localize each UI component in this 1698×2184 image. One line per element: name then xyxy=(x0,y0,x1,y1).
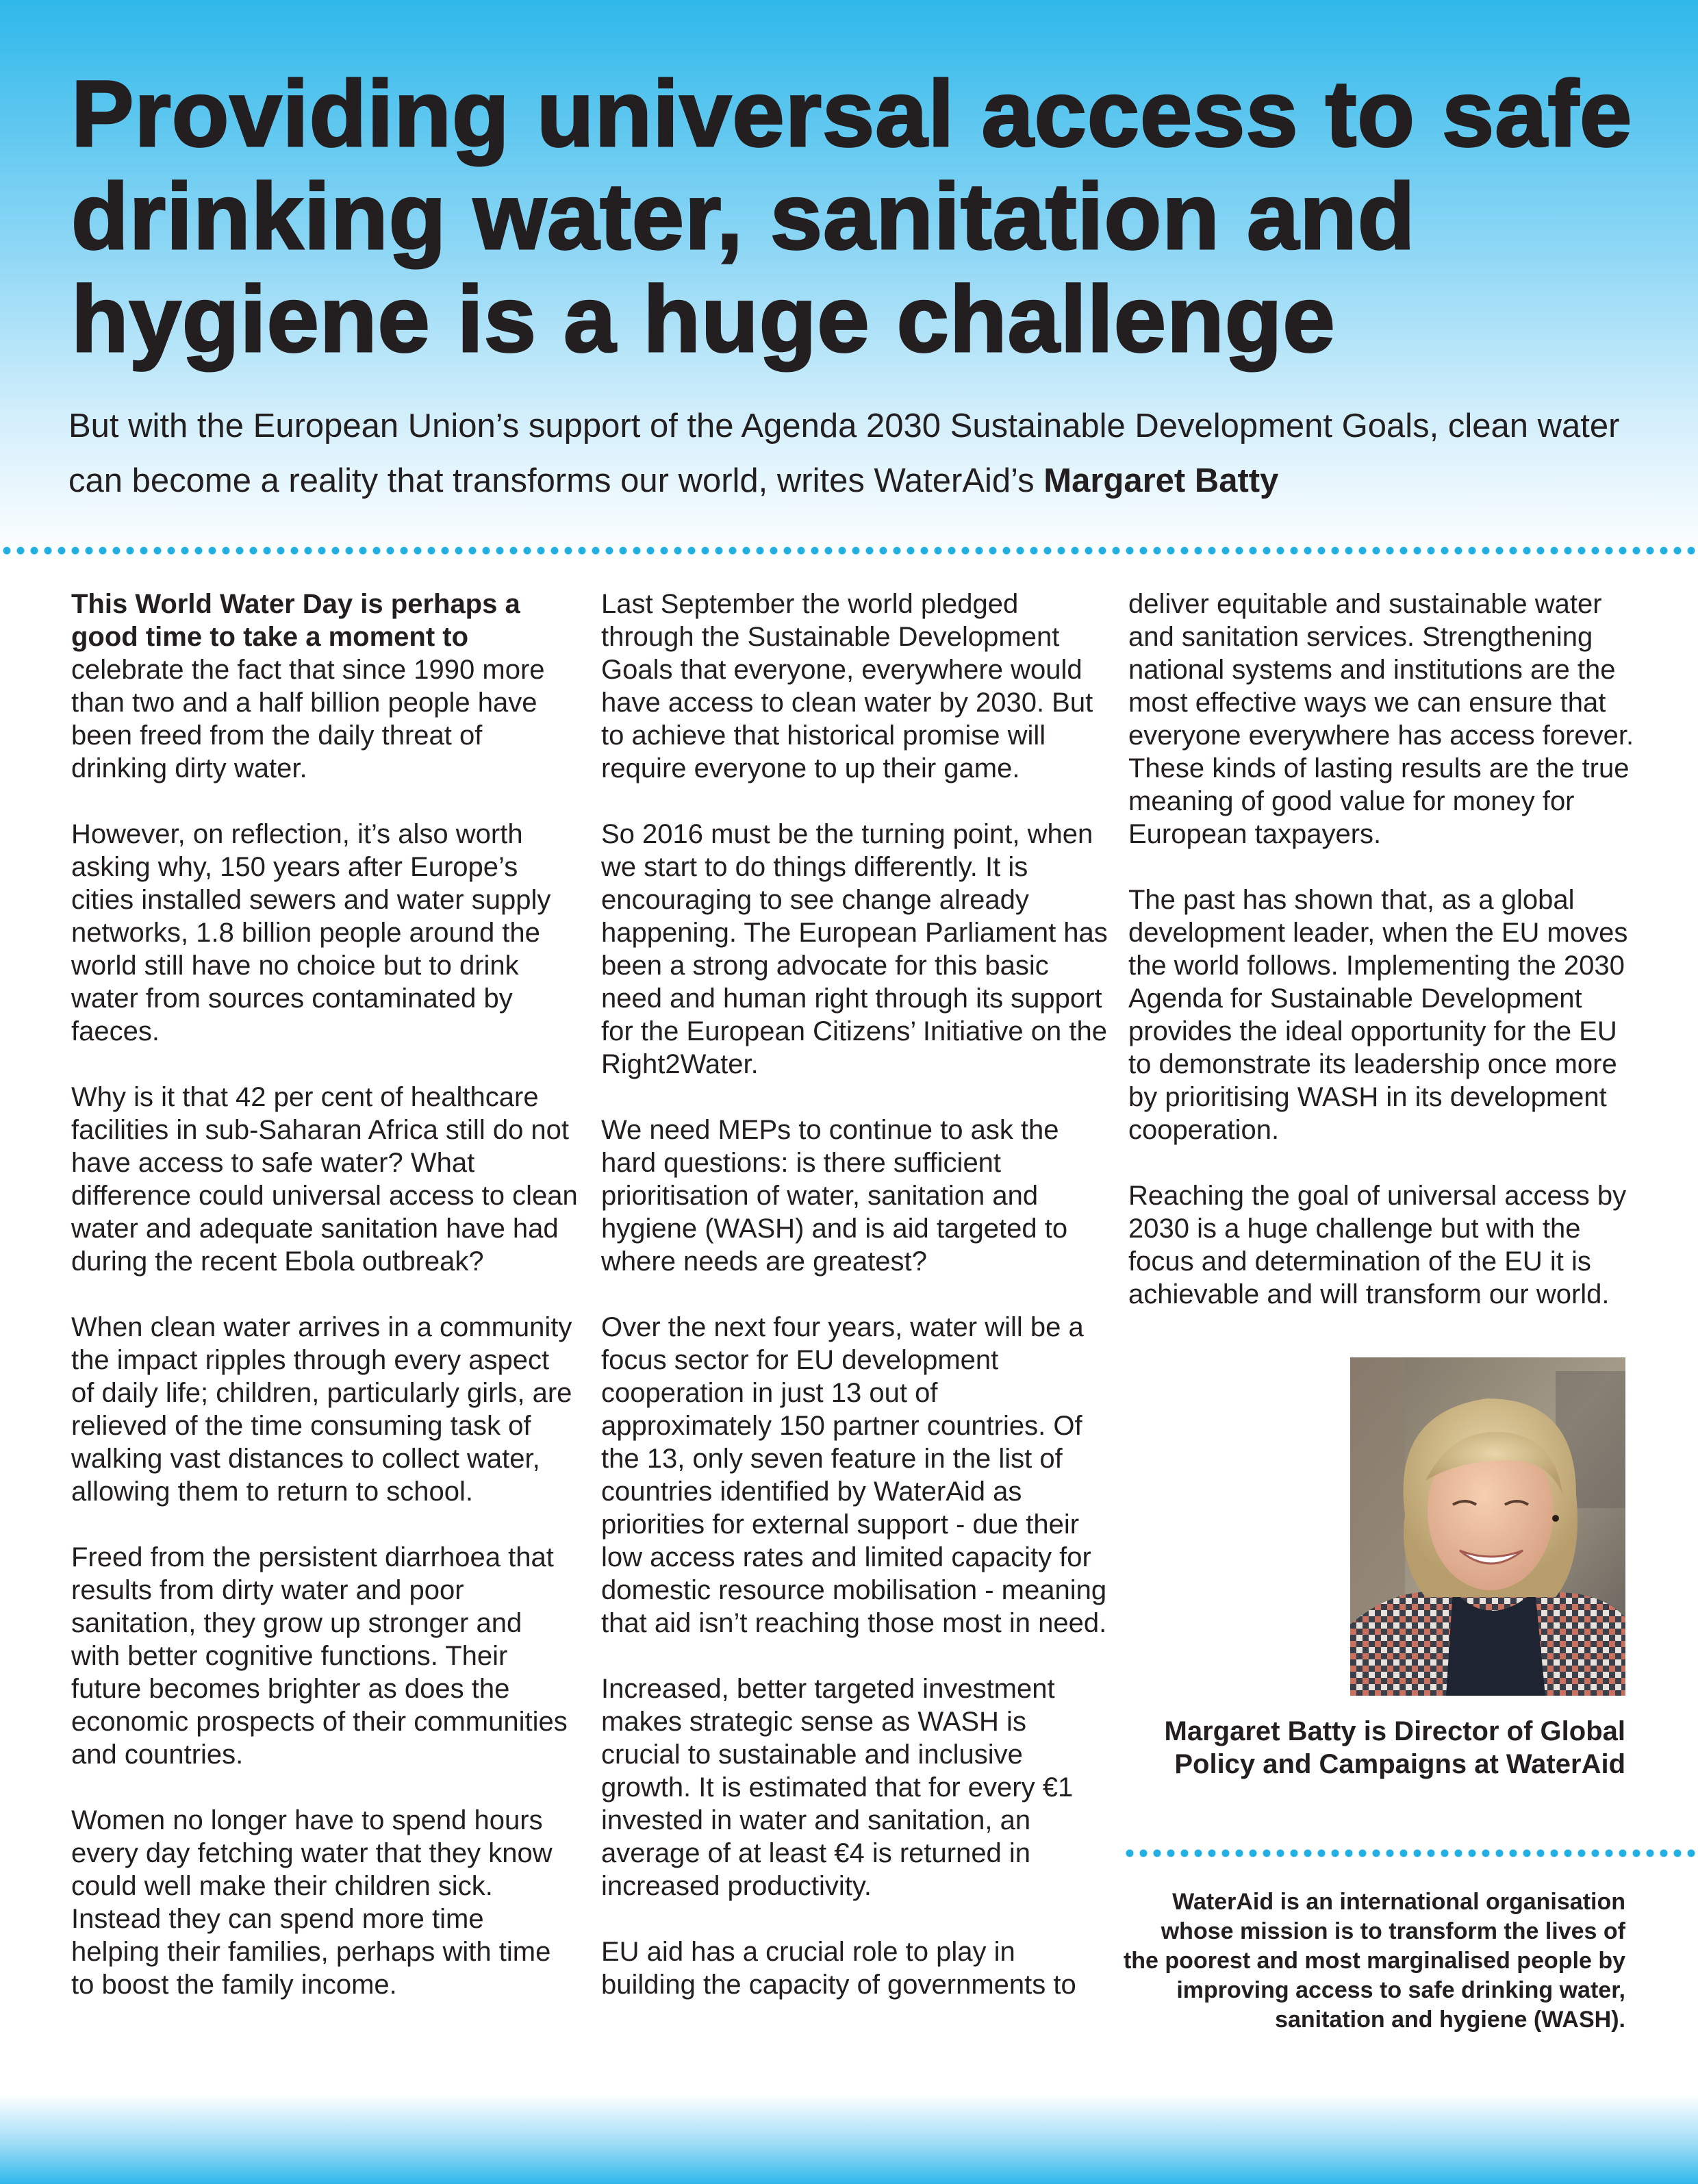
footer-background xyxy=(0,2095,1698,2184)
article-paragraph: So 2016 must be the turning point, when we start to do things differently. It is encouraging to see change already happening. The European Parliament has been a strong advocate for this basic need and human right through its support for the European Citizens’ Initiative on the Right2Water. xyxy=(601,819,1108,1079)
lead-paragraph xyxy=(71,588,578,785)
article-column-3 xyxy=(1128,588,1635,1344)
article-paragraph: EU aid has a crucial role to play in building the capacity of governments to xyxy=(601,1937,1076,2000)
article-paragraph: Why is it that 42 per cent of healthcare facilities in sub-Saharan Africa still do not have access to safe water? What difference could universal access to clean water and adequate sanitation have had during the recent Ebola outbreak? xyxy=(71,1082,578,1277)
article-column-1 xyxy=(71,588,578,2034)
lead-text: celebrate the fact that since 1990 more than two and a half billion people have been freed from the daily threat of drinking dirty water. xyxy=(71,655,545,783)
article-paragraph: Freed from the persistent diarrhoea that results from dirty water and poor sanitation, they grow up stronger and with better cognitive functions. Their future becomes brighter as does the economic prospects of their communities and countries. xyxy=(71,1542,568,1770)
dotted-divider-side xyxy=(1123,1849,1698,1857)
article-paragraph: When clean water arrives in a community the impact ripples through every aspect of daily life; children, particularly girls, are relieved of the time consuming task of walking vast distances to collect water, allowing them to return to school. xyxy=(71,1312,572,1507)
article-paragraph: Last September the world pledged through the Sustainable Development Goals that everyone, everywhere would have access to clean water by 2030. But to achieve that historical promise will require everyone to up their game. xyxy=(601,589,1093,783)
article-paragraph: Women no longer have to spend hours every day fetching water that they know could well make their children sick. Instead they can spend more time helping their families, perhaps with time to boost the family income. xyxy=(71,1805,553,2000)
article-paragraph: The past has shown that, as a global development leader, when the EU moves the world follows. Implementing the 2030 Agenda for Sustainable Development provides the ideal opportunity for the EU to demonstrate its leadership once more by prioritising WASH in its development cooperation. xyxy=(1128,885,1628,1145)
article-paragraph: However, on reflection, it’s also worth asking why, 150 years after Europe’s cities installed sewers and water supply networks, 1.8 billion people around the world still have no choice but to drink water from sources contaminated by faeces. xyxy=(71,819,551,1046)
author-portrait xyxy=(1350,1357,1625,1696)
organisation-blurb: WaterAid is an international organisation whose mission is to transform the lives of the poorest and most marginalised people by improving access to safe drinking water, sanitation and hygiene (WASH). xyxy=(1123,1889,1625,2033)
article-paragraph: Increased, better targeted investment makes strategic sense as WASH is crucial to sustainable and inclusive growth. It is estimated that for every €1 invested in water and sanitation, an average of at least €4 is returned in increased productivity. xyxy=(601,1674,1074,1901)
article-paragraph: Over the next four years, water will be a focus sector for EU development cooperation in just 13 out of approximately 150 partner countries. Of the 13, only seven feature in the list of countries identified by WaterAid as priorities for external support - due their low access rates and limited capacity for domestic resource mobilisation - meaning that aid isn’t reaching those most in need. xyxy=(601,1312,1107,1638)
article-column-2 xyxy=(601,588,1108,2034)
standfirst-text: But with the European Union’s support of the Agenda 2030 Sustainable Development Goals, clean water can become a reality that transforms our world, writes WaterAid’s xyxy=(68,407,1620,499)
standfirst xyxy=(68,399,1671,508)
article-paragraph: deliver equitable and sustainable water and sanitation services. Strengthening national systems and institutions are the most effective ways we can ensure that everyone everywhere has access forever. These kinds of lasting results are the true meaning of good value for money for European taxpayers. xyxy=(1128,589,1634,849)
article-paragraph: We need MEPs to continue to ask the hard questions: is there sufficient prioritisation of water, sanitation and hygiene (WASH) and is aid targeted to where needs are greatest? xyxy=(601,1115,1068,1277)
article-paragraph: Reaching the goal of universal access by 2030 is a huge challenge but with the focus and determination of the EU it is achievable and will transform our world. xyxy=(1128,1181,1627,1309)
page-title: Providing universal access to safe drinking water, sanitation and hygiene is a huge challenge xyxy=(71,62,1633,372)
standfirst-author: Margaret Batty xyxy=(1043,462,1279,499)
author-caption: Margaret Batty is Director of Global Policy and Campaigns at WaterAid xyxy=(1164,1716,1625,1779)
dotted-divider-top xyxy=(0,547,1698,555)
lead-bold-text: This World Water Day is perhaps a good time to take a moment to xyxy=(71,589,520,652)
